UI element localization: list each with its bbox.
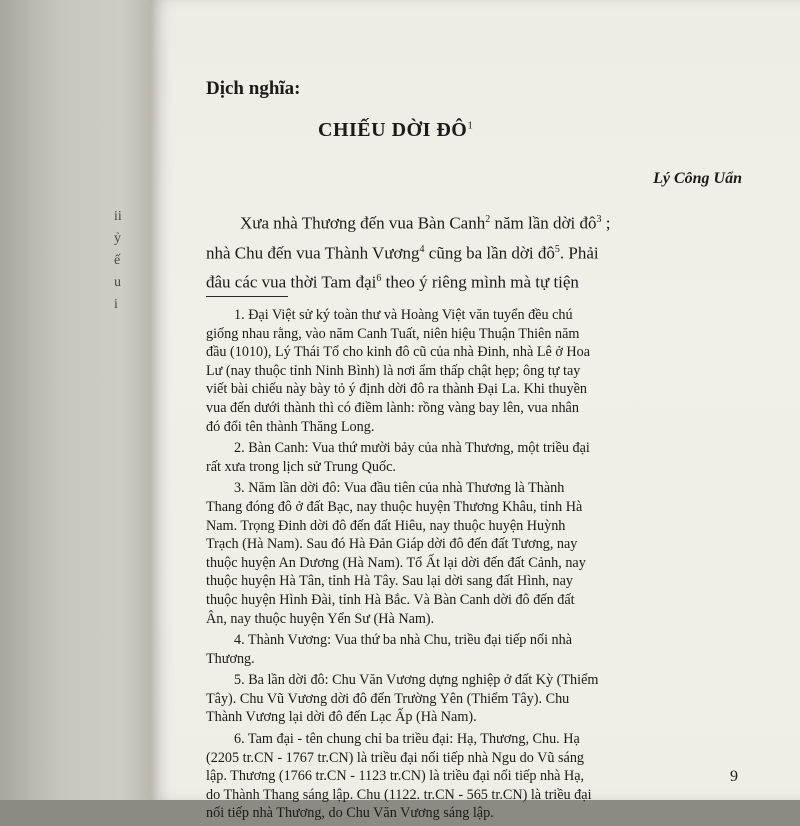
- facing-page-text: [114, 206, 144, 316]
- main-text-line: Xưa nhà Thương đến vua Bàn Canh$^2$ năm lần dời $đô^3$ ;: [240, 213, 611, 233]
- main-text: [206, 207, 742, 296]
- facing-glyph: ỷ: [114, 231, 121, 246]
- footnotes: [206, 306, 742, 826]
- footnote-5: 5. Ba lần dời đô: Chu Văn Vương dựng nghiệp ở đất Kỳ (Thiểm Tây). Chu Vũ Vương dời đô đến Trường Yên (Thiểm Tây). Chu Thành Vương lại dời đô đến Lạc Ấp (Hà Nam).: [206, 672, 599, 726]
- page-title: [318, 119, 473, 142]
- title-text: CHIẾU DỜI ĐÔ: [318, 119, 468, 141]
- book-page: [150, 0, 800, 822]
- page-number: 9: [730, 768, 738, 785]
- facing-page: [0, 0, 152, 800]
- title-footnote-ref: 1: [467, 119, 474, 132]
- footnote-6: 6. Tam đại - tên chung chỉ ba triều đại: Hạ, Thương, Chu. Hạ (2205 tr.CN - 1767 tr.CN) là triều đại nối tiếp nhà Ngu do Vũ sáng lập. Thương (1766 tr.CN - 1123 tr.CN) là triều đại nối tiếp nhà Hạ, do Thành Thang sáng lập. Chu (1122. tr.CN - 565 tr.CN) là triều đại nối tiếp nhà Thương, do Chu Văn Vương sáng lập.: [206, 731, 592, 822]
- facing-glyph: u: [114, 275, 121, 290]
- main-text-line: đâu các vua thời Tam đại$^6$ theo ý riêng mình mà tự tiện: [206, 272, 579, 292]
- footnote-3: 3. Năm lần dời đô: Vua đầu tiên của nhà Thương là Thành Thang đóng đô ở đất Bạc, nay thuộc huyện Thương Khâu, tỉnh Hà Nam. Trọng Đinh dời đô đến đất Hiêu, nay thuộc huyện Huỳnh Trạch (Hà Nam). Sau đó Hà Đản Giáp dời đô đến đất Tương, nay thuộc huyện An Dương (Hà Nam). Tổ Ất lại dời đến đất Cảnh, nay thuộc huyện Hà Tân, tỉnh Hà Tây. Sau lại dời sang đất Hình, nay thuộc huyện Hình Đài, tỉnh Hà Bắc. Và Bàn Canh dời đô đến đất Ân, nay thuộc huyện Yển Sư (Hà Nam).: [206, 480, 586, 627]
- footnote-2: 2. Bàn Canh: Vua thứ mười bảy của nhà Thương, một triều đại rất xưa trong lịch sử Trung Quốc.: [206, 440, 590, 475]
- facing-glyph: ế: [114, 253, 121, 268]
- footnote-4: 4. Thành Vương: Vua thứ ba nhà Chu, triều đại tiếp nối nhà Thương.: [206, 632, 573, 667]
- section-label: Dịch nghĩa:: [206, 78, 301, 99]
- facing-glyph: i: [114, 297, 118, 312]
- author-name: Lý Công Uẩn: [653, 170, 742, 187]
- main-text-line: nhà Chu đến vua Thành Vương$^4$ cũng ba lần dời $đô^5$. Phải: [206, 243, 599, 263]
- footnote-1: 1. Đại Việt sử ký toàn thư và Hoàng Việt văn tuyển đều chú giống nhau rằng, vào năm Canh Tuất, niên hiệu Thuận Thiên năm đầu (1010), Lý Thái Tổ cho kinh đô cũ của nhà Đinh, nhà Lê ở Hoa Lư (nay thuộc tỉnh Ninh Bình) là nơi ẩm thấp chật hẹp; ông tự tay viết bài chiếu này bày tỏ ý định dời đô ra thành Đại La. Khi thuyền vua đến dưới thành thì có điềm lành: rồng vàng bay lên, vua nhân đó đổi tên thành Thăng Long.: [206, 307, 591, 435]
- footnote-divider: [206, 296, 288, 297]
- facing-glyph: ii: [114, 209, 122, 224]
